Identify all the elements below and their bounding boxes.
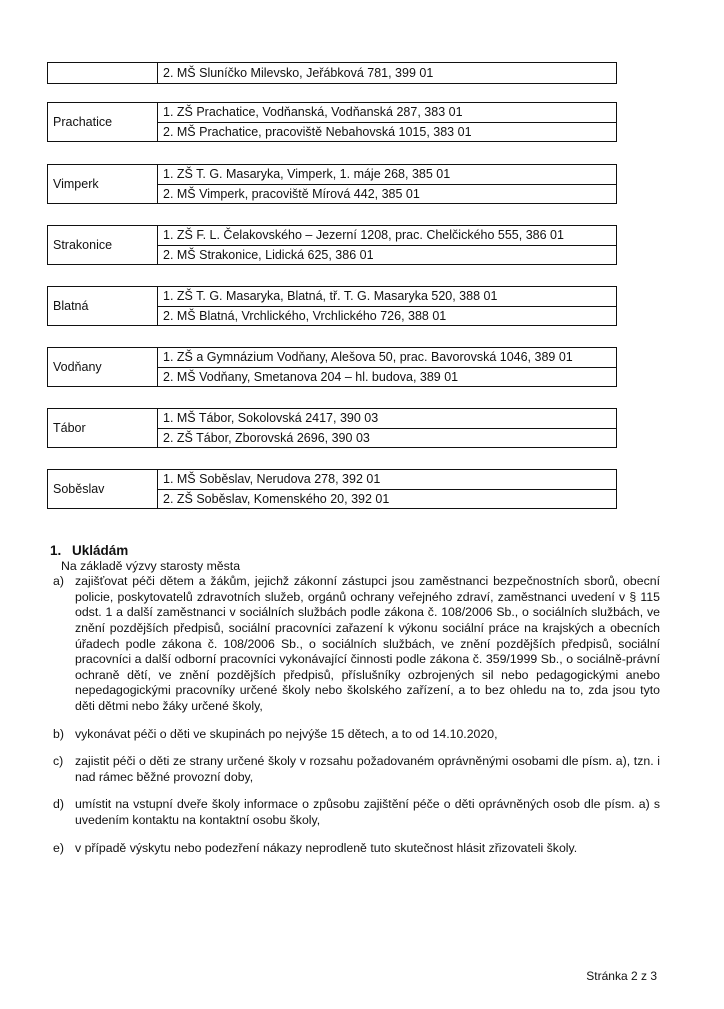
school-block-milevsko (47, 62, 617, 84)
town-cell (48, 63, 158, 83)
school-row: 2. MŠ Sluníčko Milevsko, Jeřábková 781, 399 01 (163, 66, 434, 80)
resolution-section (50, 543, 660, 856)
town-cell: Soběslav (48, 470, 158, 508)
item-text: vykonávat péči o děti ve skupinách po nejvýše 15 dětech, a to od 14.10.2020, (75, 726, 498, 741)
item-text: umístit na vstupní dveře školy informace o způsobu zajištění péče o děti oprávněných osob dle písm. a) s uvedením kontaktu na kontaktní osobu školy, (75, 797, 660, 827)
town-cell: Strakonice (48, 226, 158, 264)
section-intro: Na základě výzvy starosty města (61, 558, 241, 573)
item-letter: b) (53, 726, 64, 741)
school-row: 2. MŠ Strakonice, Lidická 625, 386 01 (158, 245, 616, 265)
school-block-tabor (47, 408, 617, 448)
town-cell: Tábor (48, 409, 158, 447)
town-cell: Blatná (48, 287, 158, 325)
town-cell: Prachatice (48, 103, 158, 141)
school-row: 1. MŠ Soběslav, Nerudova 278, 392 01 (163, 472, 381, 487)
school-row: 2. ZŠ Soběslav, Komenského 20, 392 01 (158, 489, 616, 509)
item-letter: a) (53, 574, 64, 589)
school-row: 2. MŠ Vimperk, pracoviště Mírová 442, 385 01 (158, 184, 616, 204)
list-item-e (50, 841, 660, 857)
school-block-vodnany (47, 347, 617, 387)
list-item-b (50, 727, 660, 743)
school-row: 1. ZŠ Prachatice, Vodňanská, Vodňanská 287, 383 01 (163, 105, 463, 120)
school-row: 1. ZŠ a Gymnázium Vodňany, Alešova 50, prac. Bavorovská 1046, 389 01 (163, 350, 573, 365)
school-row: 1. ZŠ F. L. Čelakovského – Jezerní 1208, prac. Chelčického 555, 386 01 (163, 228, 564, 243)
section-title: Ukládám (72, 543, 129, 558)
list-item-a (50, 574, 660, 714)
school-block-blatna (47, 286, 617, 326)
school-block-sobeslav (47, 469, 617, 509)
school-row: 1. MŠ Tábor, Sokolovská 2417, 390 03 (163, 411, 379, 426)
town-cell: Vodňany (48, 348, 158, 386)
school-row: 1. ZŠ T. G. Masaryka, Blatná, tř. T. G. Masaryka 520, 388 01 (163, 289, 498, 304)
school-row: 2. MŠ Vodňany, Smetanova 204 – hl. budova, 389 01 (158, 367, 616, 387)
item-letter: d) (53, 797, 64, 812)
list-item-c (50, 754, 660, 785)
list-item-d (50, 797, 660, 828)
school-row: 2. ZŠ Tábor, Zborovská 2696, 390 03 (158, 428, 616, 448)
item-text: zajišťovat péči dětem a žákům, jejichž zákonní zástupci jsou zaměstnanci bezpečnostních sborů, obecní policie, poskytovatelů zdravotních služeb, orgánů ochrany veřejného zdraví, zaměstnanci uvedení v § 115 odst. 1 a další zaměstnanci v sociálních službách podle zákona č. 108/2006 Sb., o sociálních službách, ve znění pozdějších předpisů, sociální pracovníci zařazení k výkonu sociální práce na krajských a obecních úřadech podle zákona č. 108/2006 Sb., o sociálních službách, ve znění pozdějších předpisů, sociální pracovníci a další odborní pracovníci vykonávající činnosti podle zákona č. 359/1999 Sb., o sociálně-právní ochraně dětí, ve znění pozdějších předpisů, příslušníky ozbrojených sil nebo pedagogickými anebo nepedagogickými pracovníky určené školy nebo školského zařízení, a to bez ohledu na to, zda jsou tyto děti dětmi nebo žáky určené školy, (75, 574, 660, 713)
town-cell: Vimperk (48, 165, 158, 203)
section-number: 1. (50, 543, 62, 558)
item-text: v případě výskytu nebo podezření nákazy neprodleně tuto skutečnost hlásit zřizovateli školy. (75, 840, 578, 855)
school-row: 2. MŠ Prachatice, pracoviště Nebahovská 1015, 383 01 (158, 122, 616, 142)
school-block-prachatice (47, 102, 617, 142)
section-heading (50, 543, 660, 559)
school-block-vimperk (47, 164, 617, 204)
school-block-strakonice (47, 225, 617, 265)
school-row: 1. ZŠ T. G. Masaryka, Vimperk, 1. máje 268, 385 01 (163, 167, 451, 182)
item-letter: c) (53, 754, 64, 769)
page-number: Stránka 2 z 3 (586, 969, 657, 983)
school-row: 2. MŠ Blatná, Vrchlického, Vrchlického 726, 388 01 (158, 306, 616, 326)
item-letter: e) (53, 840, 64, 855)
item-text: zajistit péči o děti ze strany určené školy v rozsahu požadovaném oprávněnými osobami dle písm. a), tzn. i nad rámec běžné provozní doby, (75, 754, 660, 784)
